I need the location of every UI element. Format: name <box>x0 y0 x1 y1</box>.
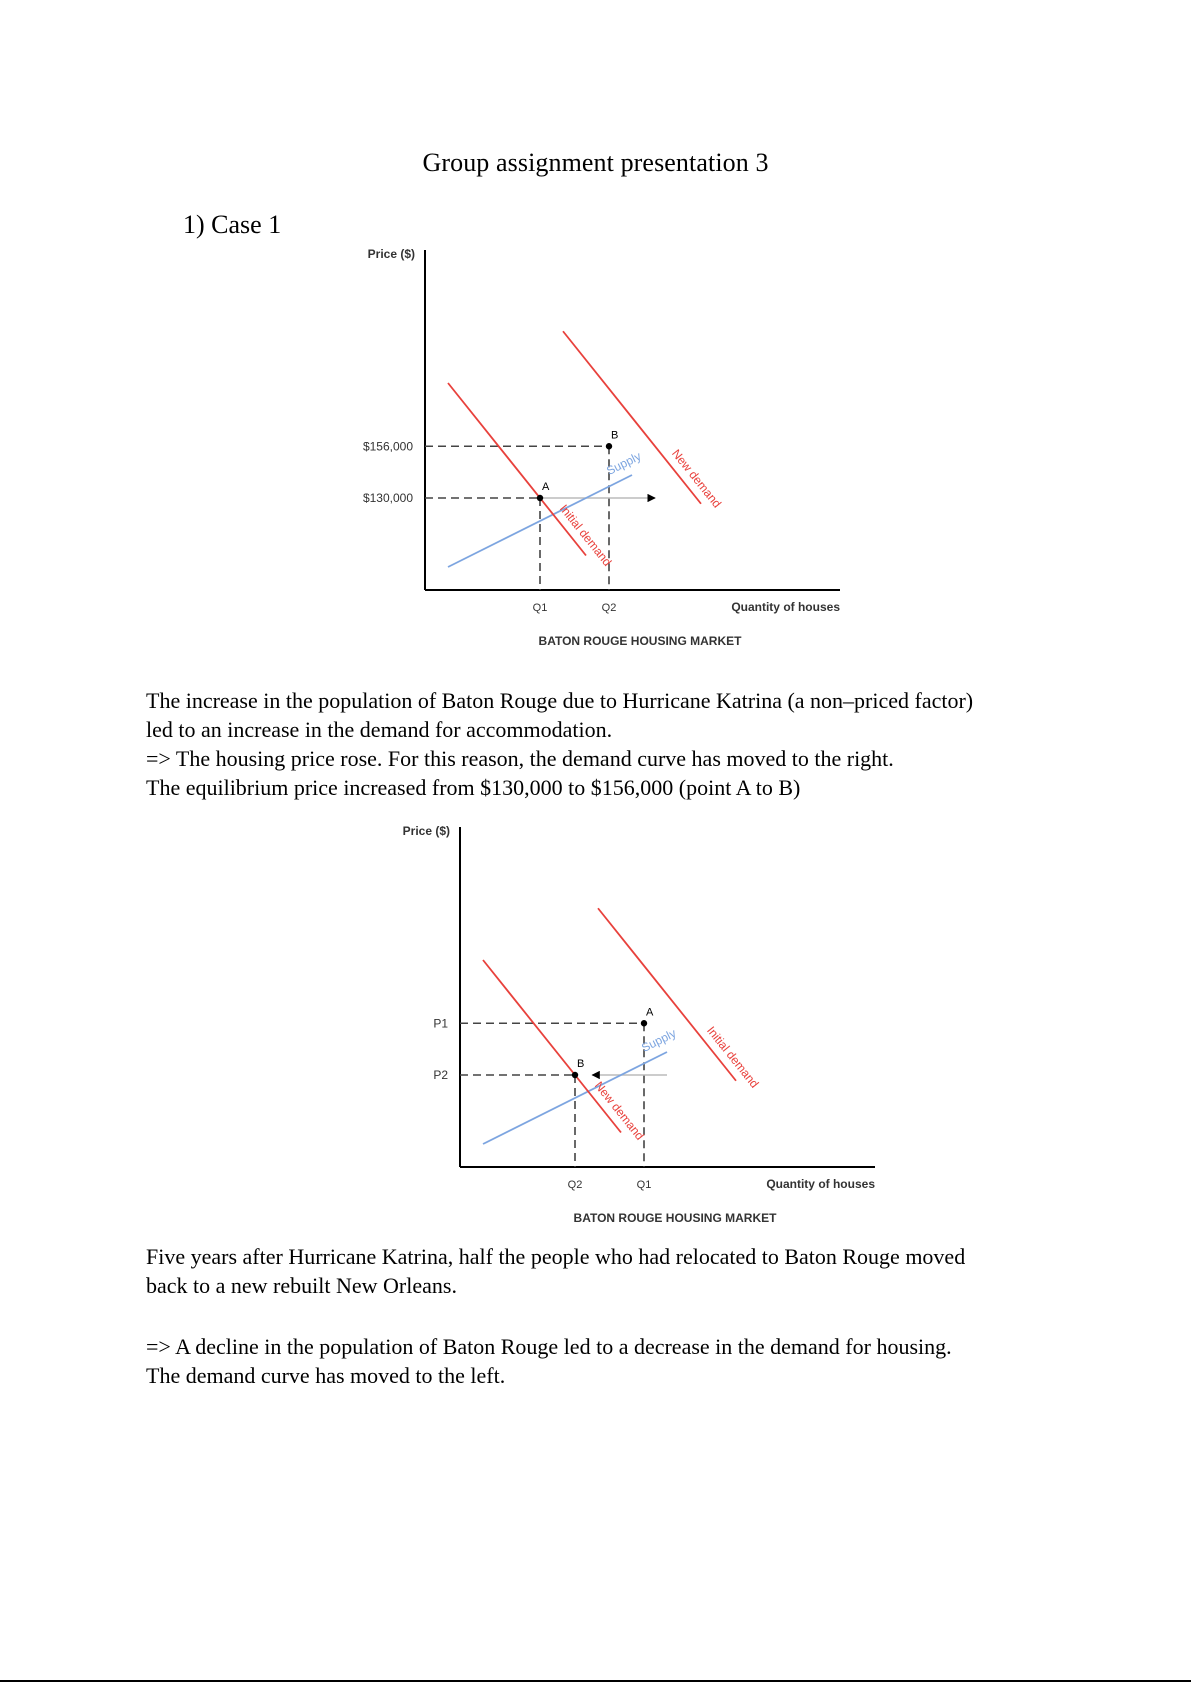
paragraph-2-line-2: back to a new rebuilt New Orleans. <box>146 1273 457 1298</box>
chart-1-point-B <box>606 443 612 449</box>
paragraph-3-line-1: => A decline in the population of Baton Rouge led to a decrease in the demand for housing. <box>146 1334 952 1359</box>
chart-1-new-demand-label: New demand <box>669 446 725 511</box>
chart-1-point-A-label: A <box>542 481 550 493</box>
paragraph-3 <box>146 1332 1066 1390</box>
paragraph-1-line-4: The equilibrium price increased from $130,000 to $156,000 (point A to B) <box>146 775 801 800</box>
chart-2-y-tick-label: P2 <box>433 1068 448 1082</box>
paragraph-1 <box>146 686 1066 802</box>
chart-1-x-tick-label: Q2 <box>601 602 617 614</box>
chart-demand-increase <box>340 245 900 665</box>
chart-1-initial-demand-curve <box>448 383 586 556</box>
chart-1-new-demand-curve <box>563 331 701 504</box>
page-title: Group assignment presentation 3 <box>422 148 769 177</box>
chart-1-title: BATON ROUGE HOUSING MARKET <box>538 634 742 648</box>
page-bottom-rule <box>0 1680 1191 1682</box>
chart-2-point-A <box>641 1020 647 1026</box>
chart-2-point-B-label: B <box>577 1058 585 1070</box>
paragraph-3-line-2: The demand curve has moved to the left. <box>146 1363 506 1388</box>
chart-2-x-tick-label: Q2 <box>567 1179 583 1191</box>
section-heading: 1) Case 1 <box>183 210 282 239</box>
chart-1-x-tick-label: Q1 <box>532 602 548 614</box>
paragraph-1-line-3: => The housing price rose. For this reason, the demand curve has moved to the right. <box>146 746 894 771</box>
paragraph-2-line-1: Five years after Hurricane Katrina, half the people who had relocated to Baton Rouge moved <box>146 1244 966 1269</box>
chart-1-point-B-label: B <box>611 429 619 442</box>
chart-1-y-axis-label: Price ($) <box>367 247 415 261</box>
chart-2-supply-label: Supply <box>639 1025 679 1055</box>
chart-1-initial-demand-label: Initial demand <box>556 501 615 569</box>
chart-2-point-B <box>572 1072 578 1078</box>
chart-2-initial-demand-curve <box>598 908 736 1081</box>
chart-1-point-A <box>537 495 543 501</box>
chart-1-x-axis-label: Quantity of houses <box>731 600 840 614</box>
chart-demand-decrease <box>375 822 935 1242</box>
chart-2-x-tick-label: Q1 <box>636 1179 652 1191</box>
chart-2-y-axis-label: Price ($) <box>402 824 450 838</box>
paragraph-1-line-1: The increase in the population of Baton Rouge due to Hurricane Katrina (a non–priced factor) <box>146 688 974 713</box>
chart-2-title: BATON ROUGE HOUSING MARKET <box>573 1211 777 1225</box>
chart-2-x-axis-label: Quantity of houses <box>766 1177 875 1191</box>
chart-1-y-tick-label: $130,000 <box>362 491 413 505</box>
chart-2-point-A-label: A <box>646 1006 654 1019</box>
chart-2-svg <box>375 822 935 1242</box>
chart-1-svg <box>340 245 900 665</box>
chart-1-y-tick-label: $156,000 <box>362 439 413 454</box>
paragraph-1-line-2: led to an increase in the demand for accommodation. <box>146 717 613 742</box>
chart-1-supply-label: Supply <box>604 448 644 478</box>
chart-2-new-demand-curve <box>483 960 621 1133</box>
chart-2-initial-demand-label: Initial demand <box>704 1023 762 1091</box>
paragraph-2 <box>146 1242 1066 1300</box>
chart-2-y-tick-label: P1 <box>433 1016 448 1031</box>
chart-2-new-demand-label: New demand <box>591 1078 647 1143</box>
